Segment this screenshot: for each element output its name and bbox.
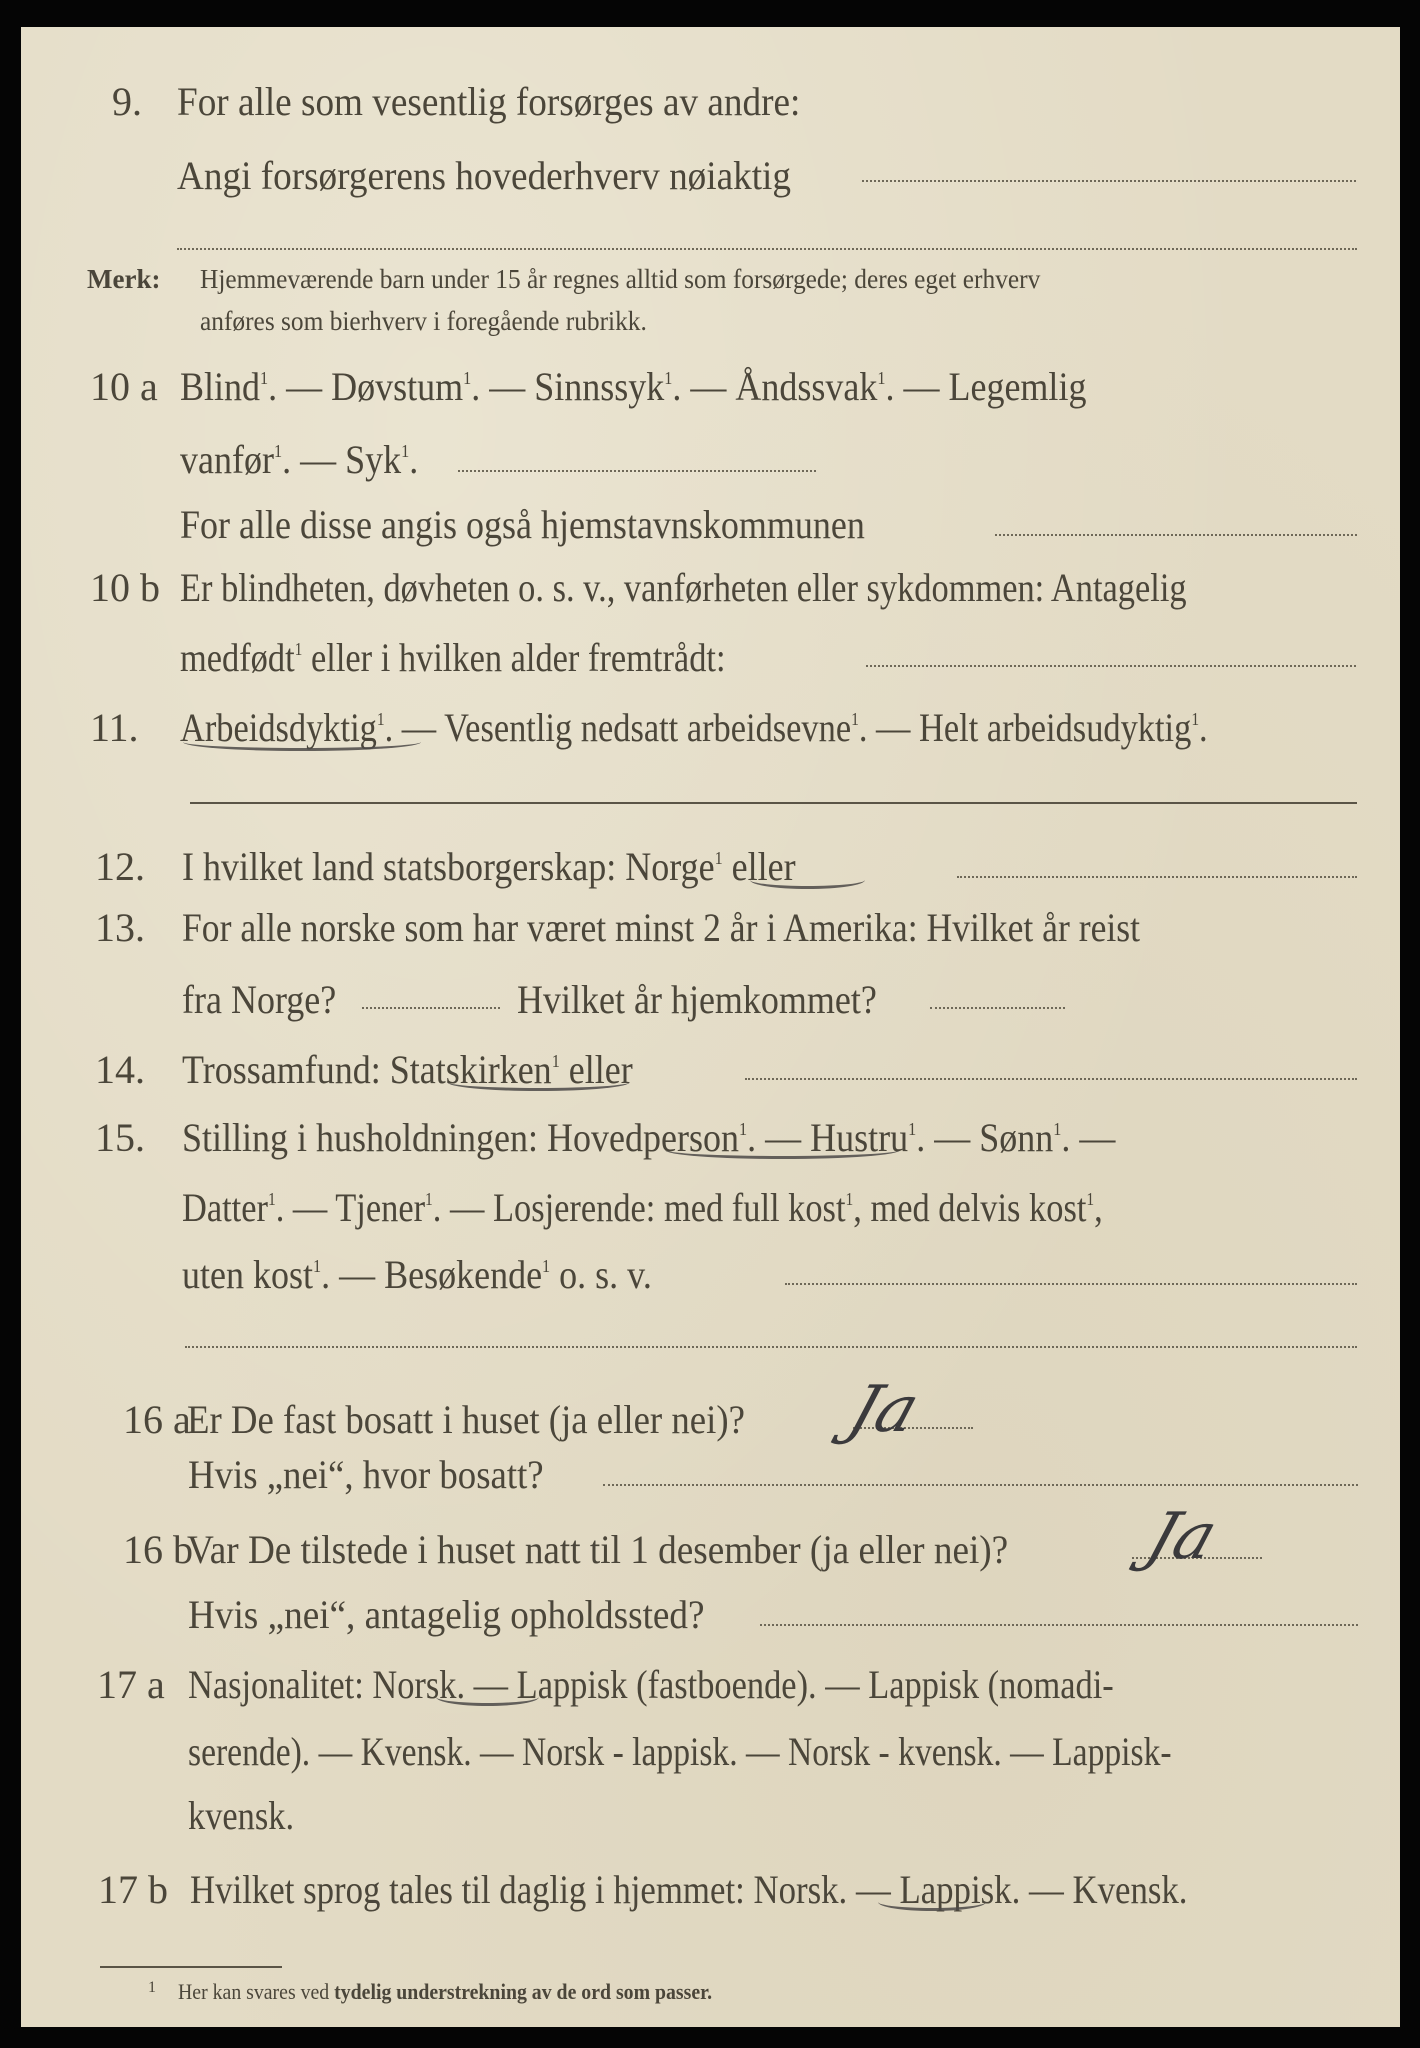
q10a-line3: For alle disse angis også hjemstavnskommunen bbox=[180, 502, 865, 547]
q16a-line1: Er De fast bosatt i huset (ja eller nei)? bbox=[187, 1397, 745, 1442]
q13-reist-field[interactable] bbox=[362, 1007, 500, 1009]
q14-number: 14. bbox=[95, 1047, 145, 1092]
q10b-answer-field[interactable] bbox=[866, 665, 1356, 667]
q11-answer-line[interactable] bbox=[190, 802, 1357, 804]
q11-option-udyktig[interactable]: Helt arbeidsudyktig bbox=[919, 705, 1192, 750]
q12-option-norge[interactable]: Norge bbox=[625, 844, 715, 889]
q12-line: I hvilket land statsborgerskap: Norge$^1$ eller bbox=[182, 844, 796, 889]
q11-number: 11. bbox=[90, 705, 139, 750]
q10a-line2: vanfør$^1$. — Syk$^1$. bbox=[180, 437, 419, 482]
q14-answer-field[interactable] bbox=[745, 1078, 1357, 1080]
q10b-line2: medfødt$^1$ eller i hvilken alder fremtrådt: bbox=[180, 635, 726, 680]
q16b-line2: Hvis „nei“, antagelig opholdssted? bbox=[188, 1592, 705, 1637]
q17b-number: 17 b bbox=[98, 1867, 168, 1912]
q15-answer-field[interactable] bbox=[785, 1283, 1357, 1285]
merk-line1: Hjemmeværende barn under 15 år regnes alltid som forsørgede; deres eget erhverv bbox=[200, 264, 1041, 294]
footnote-text: Her kan svares ved tydelig understrekning av de ord som passer. bbox=[178, 1979, 713, 2004]
q10b-line1: Er blindheten, døvheten o. s. v., vanførheten eller sykdommen: Antagelig bbox=[180, 565, 1187, 610]
q14-line: Trossamfund: Statskirken$^1$ eller bbox=[182, 1047, 633, 1092]
q15-line2: Datter$^1$. — Tjener$^1$. — Losjerende: med full kost$^1$, med delvis kost$^1$, bbox=[182, 1185, 1103, 1230]
merk-label: Merk: bbox=[87, 264, 161, 294]
q15-number: 15. bbox=[95, 1115, 145, 1160]
q17a-line1: Nasjonalitet: Norsk. — Lappisk (fastboende). — Lappisk (nomadi- bbox=[188, 1662, 1114, 1707]
q17a-option-norsk[interactable]: Norsk. bbox=[372, 1662, 466, 1707]
q16b-opholdssted-field[interactable] bbox=[760, 1624, 1358, 1626]
q15-answer-field-2[interactable] bbox=[185, 1346, 1357, 1348]
q16a-line2: Hvis „nei“, hvor bosatt? bbox=[188, 1452, 544, 1497]
merk-line2: anføres som bierhverv i foregående rubrikk. bbox=[200, 306, 647, 336]
q13-hjemkommet-field[interactable] bbox=[930, 1007, 1065, 1009]
q17a-number: 17 a bbox=[97, 1662, 165, 1707]
q14-option-statskirken[interactable]: Statskirken bbox=[389, 1047, 552, 1092]
q11-options: Arbeidsdyktig$^1$. — Vesentlig nedsatt arbeidsevne$^1$. — Helt arbeidsudyktig$^1$. bbox=[180, 705, 1208, 750]
q13-line1: For alle norske som har været minst 2 år i Amerika: Hvilket år reist bbox=[182, 905, 1141, 950]
q13-line2-b: Hvilket år hjemkommet? bbox=[517, 977, 877, 1022]
q9-line2: Angi forsørgerens hovederhverv nøiaktig bbox=[177, 153, 791, 198]
q12-number: 12. bbox=[95, 844, 145, 889]
q16b-line1: Var De tilstede i huset natt til 1 desember (ja eller nei)? bbox=[187, 1527, 1009, 1572]
q15-option-hovedperson[interactable]: Hovedperson bbox=[547, 1115, 739, 1160]
q16a-hvor-bosatt-field[interactable] bbox=[603, 1484, 1358, 1486]
q10a-number: 10 a bbox=[90, 364, 158, 409]
q9-number: 9. bbox=[112, 79, 142, 124]
footnote-divider bbox=[100, 1966, 282, 1968]
q13-number: 13. bbox=[95, 905, 145, 950]
q15-line1: Stilling i husholdningen: Hovedperson$^1$. — Hustru$^1$. — Sønn$^1$. — bbox=[182, 1115, 1116, 1160]
footnote-marker: 1 bbox=[148, 1979, 156, 1996]
q10a-hjemstavn-field[interactable] bbox=[995, 534, 1357, 536]
q13-line2-a: fra Norge? bbox=[182, 977, 337, 1022]
q16a-handwritten-answer: Ja bbox=[839, 1373, 928, 1447]
q15-line3: uten kost$^1$. — Besøkende$^1$ o. s. v. bbox=[182, 1252, 652, 1297]
q9-line1: For alle som vesentlig forsørges av andre: bbox=[177, 79, 801, 124]
q11-option-nedsatt[interactable]: Vesentlig nedsatt arbeidsevne bbox=[444, 705, 852, 750]
q10a-line1: Blind$^1$. — Døvstum$^1$. — Sinnssyk$^1$. — Åndssvak$^1$. — Legemlig bbox=[180, 364, 1087, 409]
q17a-line3: kvensk. bbox=[188, 1793, 295, 1838]
q17a-line2: serende). — Kvensk. — Norsk - lappisk. — Norsk - kvensk. — Lappisk- bbox=[188, 1729, 1172, 1774]
q17b-line: Hvilket sprog tales til daglig i hjemmet: Norsk. — Lappisk. — Kvensk. bbox=[190, 1867, 1188, 1912]
q9-answer-field[interactable] bbox=[862, 180, 1356, 182]
q11-option-arbeidsdyktig[interactable]: Arbeidsdyktig bbox=[180, 705, 377, 750]
q10b-number: 10 b bbox=[90, 565, 160, 610]
q10a-syk-field[interactable] bbox=[458, 470, 816, 472]
q16b-handwritten-answer: Ja bbox=[1137, 1500, 1226, 1574]
q12-answer-field[interactable] bbox=[957, 876, 1357, 878]
q16b-number: 16 b bbox=[123, 1527, 193, 1572]
q17b-option-norsk[interactable]: Norsk. bbox=[753, 1867, 848, 1912]
q16a-number: 16 a bbox=[123, 1397, 191, 1442]
q9-answer-field-2[interactable] bbox=[177, 248, 1357, 250]
